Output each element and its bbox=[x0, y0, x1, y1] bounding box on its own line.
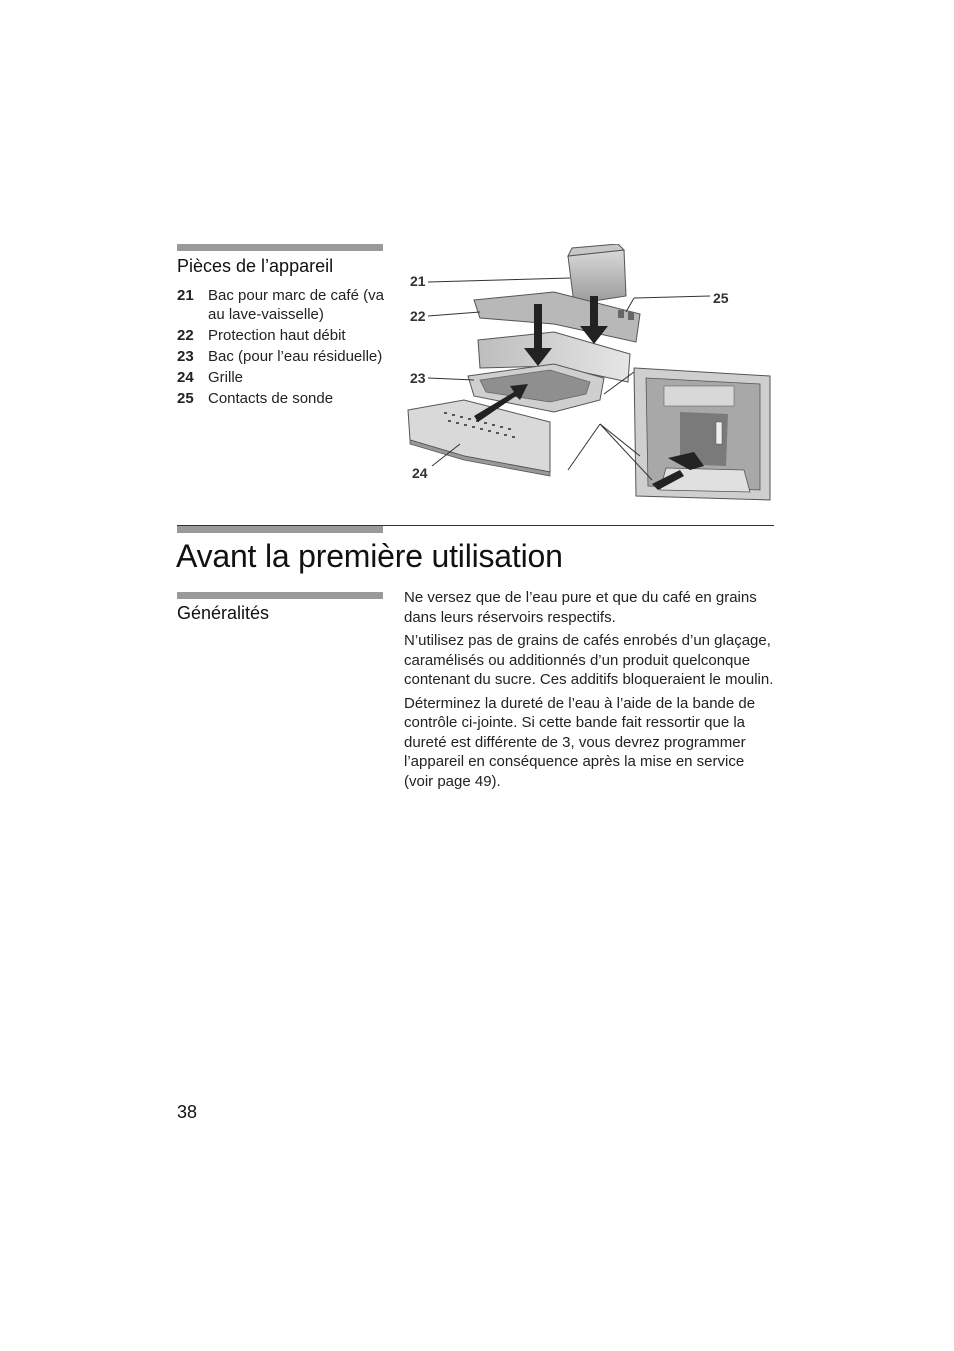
list-item bbox=[177, 389, 392, 408]
page-number: 38 bbox=[177, 1102, 198, 1122]
general-body-text bbox=[404, 588, 776, 795]
part-number: 21 bbox=[177, 287, 194, 304]
appliance-parts-illustration bbox=[404, 244, 776, 510]
part-label: Grille bbox=[208, 369, 244, 386]
figure-label-23: 23 bbox=[410, 370, 426, 386]
page-title: Avant la première utilisation bbox=[176, 538, 563, 574]
section-bar-main bbox=[177, 526, 383, 533]
part-number: 25 bbox=[177, 390, 194, 407]
section-bar-general bbox=[177, 592, 383, 599]
list-item bbox=[177, 326, 392, 345]
part-number: 24 bbox=[177, 369, 194, 386]
paragraph: Déterminez la dureté de l’eau à l’aide de la bande de contrôle ci-jointe. Si cette bande fait ressortir que la dureté est différente de 3, vous devrez programmer l’appareil en conséquence après la mise en service (voir page 49). bbox=[404, 694, 756, 790]
parts-heading: Pièces de l’appareil bbox=[177, 256, 334, 276]
list-item bbox=[177, 286, 392, 324]
paragraph: Ne versez que de l’eau pure et que du café en grains dans leurs réservoirs respectifs. bbox=[404, 589, 757, 626]
list-item bbox=[177, 368, 392, 387]
list-item bbox=[177, 347, 392, 366]
part-label: Bac (pour l’eau résiduelle) bbox=[208, 348, 383, 365]
paragraph: N’utilisez pas de grains de cafés enrobés d’un glaçage, caramélisés ou additionnés d’un produit quelconque contenant du sucre. Ces additifs bloqueraient le moulin. bbox=[404, 632, 774, 688]
part-label: Contacts de sonde bbox=[208, 390, 334, 407]
parts-list bbox=[177, 286, 392, 410]
figure-label-24: 24 bbox=[412, 465, 428, 481]
part-label: Protection haut débit bbox=[208, 327, 346, 344]
section-bar-parts bbox=[177, 244, 383, 251]
part-number: 22 bbox=[177, 327, 194, 344]
part-label: Bac pour marc de café (va au lave-vaisselle) bbox=[208, 287, 384, 323]
figure-label-21: 21 bbox=[410, 273, 426, 289]
figure-label-22: 22 bbox=[410, 308, 426, 324]
general-heading: Généralités bbox=[177, 603, 270, 623]
part-number: 23 bbox=[177, 348, 194, 365]
figure-label-25: 25 bbox=[713, 290, 729, 306]
